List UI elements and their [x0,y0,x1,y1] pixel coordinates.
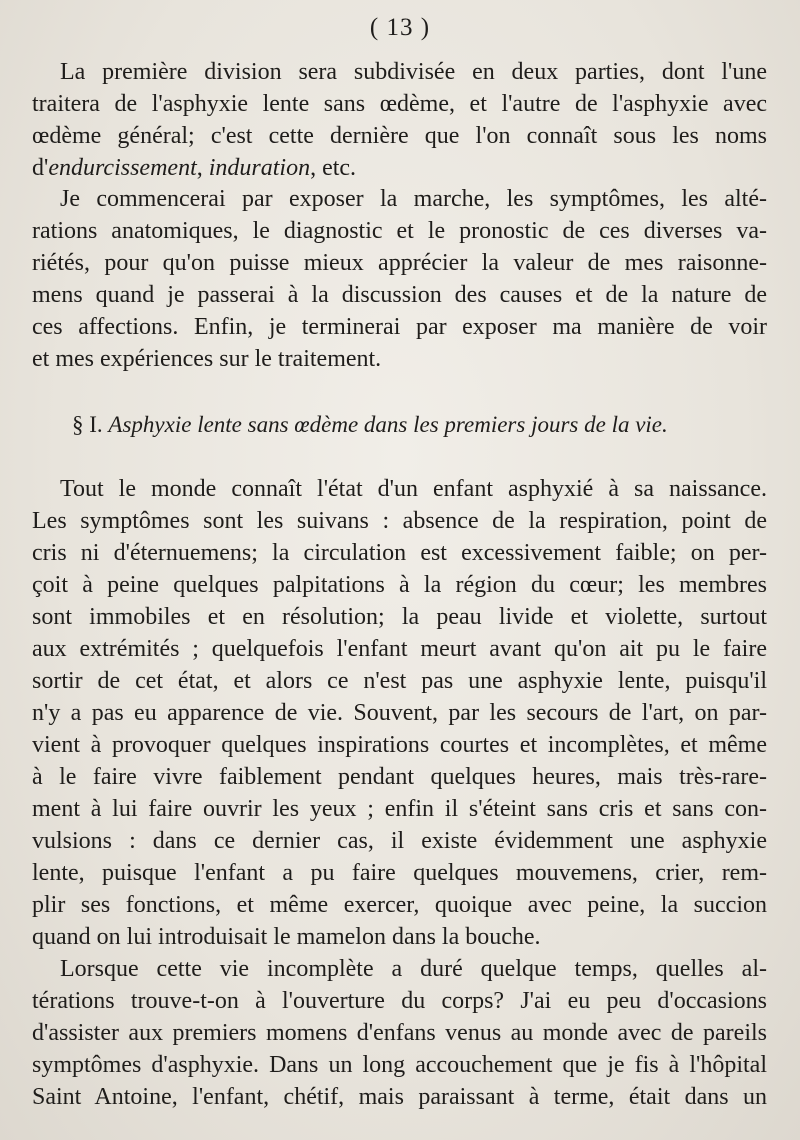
paragraph-line: plir ses fonctions, et même exercer, quoique avec peine, la succion [32,892,767,918]
section-heading [72,410,772,440]
paragraph-1 [32,56,767,184]
paragraph-4 [32,953,767,1113]
text-run: , [196,155,209,181]
section-title: Asphyxie lente sans œdème dans les premiers jours de la vie. [108,412,668,437]
paragraph-line: mens quand je passerai à la discussion des causes et de la nature de [32,282,767,308]
paragraph-line: cris ni d'éternuemens; la circulation est excessivement faible; on per- [32,540,767,566]
paragraph-line: n'y a pas eu apparence de vie. Souvent, par les secours de l'art, on par- [32,700,767,726]
paragraph-line: sont immobiles et en résolution; la peau livide et violette, surtout [32,604,767,630]
paragraph-line: vulsions : dans ce dernier cas, il existe évidemment une asphyxie [32,828,767,854]
paragraph-line: traitera de l'asphyxie lente sans œdème, et l'autre de l'asphyxie avec [32,91,767,117]
paragraph-line: ces affections. Enfin, je terminerai par exposer ma manière de voir [32,314,767,340]
page-number: ( 13 ) [369,14,431,41]
paragraph-line: çoit à peine quelques palpitations à la région du cœur; les membres [32,572,767,598]
paragraph-line: sortir de cet état, et alors ce n'est pas une asphyxie lente, puisqu'il [32,668,767,694]
paragraph-3 [32,473,767,953]
paragraph-line: ment à lui faire ouvrir les yeux ; enfin il s'éteint sans cris et sans con- [32,796,767,822]
paragraph-line: vient à provoquer quelques inspirations courtes et incomplètes, et même [32,732,767,758]
paragraph-line: Tout le monde connaît l'état d'un enfant asphyxié à sa naissance. [60,476,767,502]
paragraph-line: aux extrémités ; quelquefois l'enfant meurt avant qu'on ait pu le faire [32,636,767,662]
paragraph-line [32,152,767,184]
italic-term: induration [208,155,311,181]
paragraph-line: et mes expériences sur le traitement. [32,346,382,372]
section-number: § I. [72,412,103,437]
paragraph-line: d'assister aux premiers momens d'enfans venus au monde avec de pareils [32,1020,767,1046]
paragraph-line: rations anatomiques, le diagnostic et le pronostic de ces diverses va- [32,218,767,244]
text-run: d' [32,155,49,181]
paragraph-line: riétés, pour qu'on puisse mieux apprécier la valeur de mes raisonne- [32,250,767,276]
paragraph-line: quand on lui introduisait le mamelon dans la bouche. [32,924,541,950]
paragraph-line: à le faire vivre faiblement pendant quelques heures, mais très-rare- [32,764,767,790]
paragraph-line: La première division sera subdivisée en deux parties, dont l'une [60,59,767,85]
paragraph-line: Les symptômes sont les suivans : absence de la respiration, point de [32,508,767,534]
paragraph-2 [32,183,767,375]
paragraph-line: Je commencerai par exposer la marche, les symptômes, les alté- [60,186,767,212]
paragraph-line: symptômes d'asphyxie. Dans un long accouchement que je fis à l'hôpital [32,1052,767,1078]
paragraph-line: térations trouve-t-on à l'ouverture du corps? J'ai eu peu d'occasions [32,988,767,1014]
paragraph-line: œdème général; c'est cette dernière que l'on connaît sous les noms [32,123,767,149]
text-run: , etc. [310,155,357,181]
italic-term: endurcissement [48,155,197,181]
paragraph-line: lente, puisque l'enfant a pu faire quelques mouvemens, crier, rem- [32,860,767,886]
paragraph-line: Saint Antoine, l'enfant, chétif, mais paraissant à terme, était dans un [32,1084,767,1110]
paragraph-line: Lorsque cette vie incomplète a duré quelque temps, quelles al- [60,956,767,982]
